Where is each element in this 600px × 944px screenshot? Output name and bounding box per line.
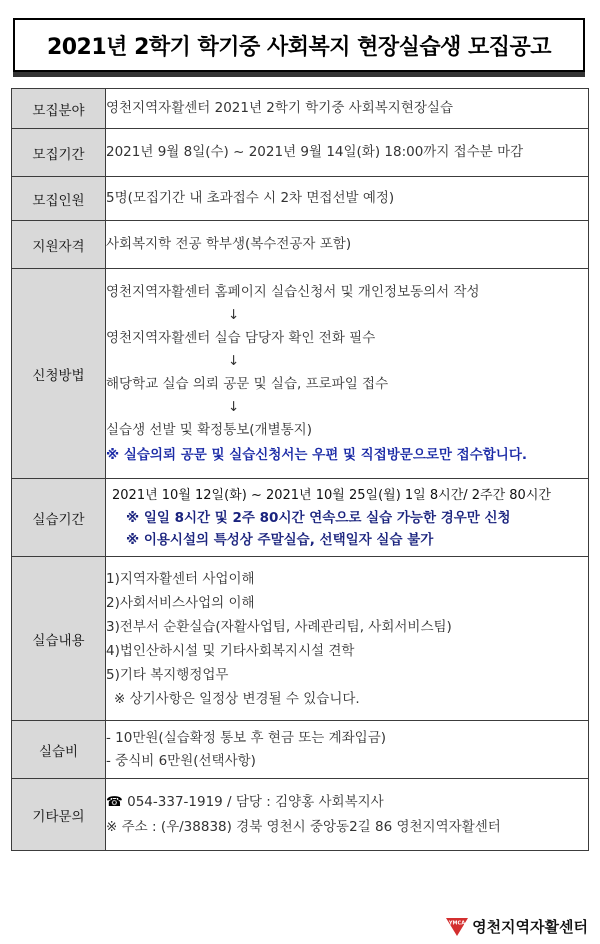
row-label: 신청방법 [12, 269, 106, 479]
row-value: 2021년 9월 8일(수) ~ 2021년 9월 14일(화) 18:00까지 접수분 마감 [106, 129, 589, 177]
org-name: 영천지역자활센터 [472, 918, 588, 936]
table-row [12, 779, 589, 851]
row-label: 실습비 [12, 721, 106, 779]
method-step: 해당학교 실습 의뢰 공문 및 실습, 프로파일 접수 [106, 375, 389, 392]
method-step: 영천지역자활센터 실습 담당자 확인 전화 필수 [106, 329, 376, 346]
practice-period [106, 479, 589, 557]
row-label: 기타문의 [12, 779, 106, 851]
row-label: 지원자격 [12, 221, 106, 269]
down-arrow-icon: ↓ [228, 352, 240, 369]
method-steps [106, 269, 589, 479]
list-item: - 10만원(실습확정 통보 후 현금 또는 계좌입금) [106, 729, 387, 746]
row-label: 실습내용 [12, 557, 106, 721]
list-item: 1)지역자활센터 사업이해 [106, 570, 255, 587]
row-label: 모집분야 [12, 89, 106, 129]
inquiry-phone [106, 790, 588, 815]
down-arrow-icon: ↓ [228, 398, 240, 415]
table-row [12, 557, 589, 721]
practice-fee [106, 721, 589, 779]
practice-period-note: ※ 이용시설의 특성상 주말실습, 선택일자 실습 불가 [126, 531, 434, 548]
list-item: 4)법인산하시설 및 기타사회복지시설 견학 [106, 642, 355, 659]
row-label: 모집인원 [12, 177, 106, 221]
page-title-text: 2021년 2학기 학기중 사회복지 현장실습생 모집공고 [46, 34, 552, 60]
row-value: 사회복지학 전공 학부생(복수전공자 포함) [106, 221, 589, 269]
list-item: 2)사회서비스사업의 이해 [106, 594, 255, 611]
practice-period-note: ※ 일일 8시간 및 2주 80시간 연속으로 실습 가능한 경우만 신청 [126, 509, 511, 526]
page-title [13, 18, 585, 72]
title-underline [13, 72, 585, 77]
method-step: 실습생 선발 및 확정통보(개별통지) [106, 421, 312, 438]
inquiry-address: ※ 주소 : (우/38838) 경북 영천시 중앙동2길 86 영천지역자활센터 [106, 818, 501, 835]
method-step: 영천지역자활센터 홈페이지 실습신청서 및 개인정보동의서 작성 [106, 283, 480, 300]
info-table [11, 88, 589, 851]
practice-period-main: 2021년 10월 12일(화) ~ 2021년 10월 25일(월) 1일 8시간/ 2주간 80시간 [112, 487, 551, 503]
row-label: 모집기간 [12, 129, 106, 177]
list-item: 3)전부서 순환실습(자활사업팀, 사례관리팀, 사회서비스팀) [106, 618, 452, 635]
table-row [12, 129, 589, 177]
row-label: 실습기간 [12, 479, 106, 557]
inquiry [106, 779, 589, 851]
logo-text: YMCA [449, 920, 466, 926]
list-item: 5)기타 복지행정업무 [106, 666, 229, 683]
table-row [12, 221, 589, 269]
footer-logo [446, 916, 588, 937]
table-row [12, 269, 589, 479]
row-value: 영천지역자활센터 2021년 2학기 학기중 사회복지현장실습 [106, 89, 589, 129]
table-row [12, 479, 589, 557]
table-row [12, 177, 589, 221]
contents-note: ※ 상기사항은 일정상 변경될 수 있습니다. [114, 690, 360, 707]
practice-contents [106, 557, 589, 721]
method-note: ※ 실습의뢰 공문 및 실습신청서는 우편 및 직접방문으로만 접수합니다. [106, 446, 527, 463]
phone-icon: ☎ [106, 793, 123, 810]
list-item: - 중식비 6만원(선택사항) [106, 752, 256, 769]
ymca-triangle-icon [446, 917, 468, 937]
table-row [12, 89, 589, 129]
table-row [12, 721, 589, 779]
phone-text: 054-337-1919 / 담당 : 김양홍 사회복지사 [127, 793, 384, 810]
down-arrow-icon: ↓ [228, 306, 240, 323]
row-value: 5명(모집기간 내 초과접수 시 2차 면접선발 예정) [106, 177, 589, 221]
